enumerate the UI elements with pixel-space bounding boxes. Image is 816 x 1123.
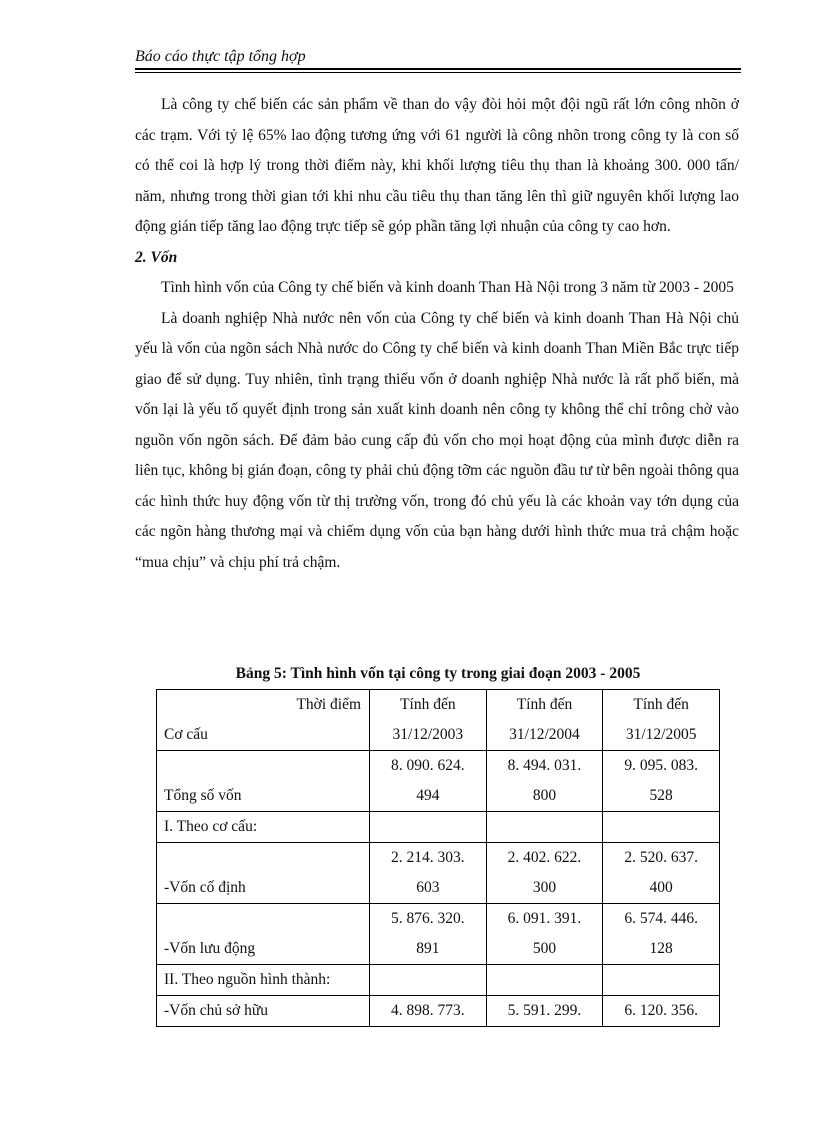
value-cell	[370, 751, 487, 812]
section-heading-capital: 2. Vốn	[135, 248, 178, 266]
value-part-2: 500	[532, 940, 557, 957]
value-cell	[486, 996, 603, 1027]
document-body	[135, 90, 739, 578]
table-row-fixed-capital	[157, 843, 720, 904]
header-date: 31/12/2005	[625, 726, 697, 743]
value-part-1: 4. 898. 773.	[391, 1002, 465, 1019]
capital-table	[156, 689, 720, 1027]
corner-cell	[157, 690, 370, 751]
value-cell	[486, 751, 603, 812]
value-part-1: 9. 095. 083.	[624, 757, 698, 774]
value-part-1: 5. 876. 320.	[391, 910, 465, 927]
value-part-2: 494	[416, 787, 440, 804]
table-row-equity	[157, 996, 720, 1027]
value-cell	[486, 904, 603, 965]
paragraph-capital-intro: Tình hình vốn của Công ty chế biến và kinh doanh Than Hà Nội trong 3 năm từ 2003 - 2005	[161, 279, 734, 296]
table-header-row	[157, 690, 720, 751]
row-label: -Vốn cố định	[164, 879, 246, 896]
row-label-cell	[157, 965, 370, 996]
paragraph-capital-detail: Là doanh nghiệp Nhà nước nên vốn của Công ty chế biến và kinh doanh Than Hà Nội chủ yếu là vốn của ngõn sách Nhà nước do Công ty chế biến và kinh doanh Than Miền Bắc trực tiếp giao để sử dụng. Tuy nhiên, tình trạng thiếu vốn ở doanh nghiệp Nhà nước là rất phổ biến, mà vốn lại là yếu tố quyết định trong sản xuất kinh doanh nên công ty không thể chỉ trông chờ vào nguồn vốn ngõn sách. Để đảm bảo cung cấp đủ vốn cho mọi hoạt động của mình được diễn ra liên tục, không bị gián đoạn, công ty phải chủ động tỡm các nguồn đầu tư từ bên ngoài thông qua các hình thức huy động vốn từ thị trường vốn, trong đó chủ yếu là các khoản vay tớn dụng của các ngõn hàng thương mại và chiếm dụng vốn của bạn hàng dưới hình thức mua trả chậm hoặc “mua chịu” và chịu phí trả chậm.	[135, 309, 739, 571]
header-prefix: Tính đến	[516, 696, 573, 713]
value-cell	[370, 843, 487, 904]
value-part-2: 400	[649, 879, 673, 896]
empty-cell	[370, 812, 487, 843]
value-part-2: 300	[532, 879, 557, 896]
empty-cell	[486, 965, 603, 996]
value-part-2: 800	[532, 787, 557, 804]
table-row-working-capital	[157, 904, 720, 965]
corner-top-label: Thời điểm	[296, 696, 362, 713]
row-label-cell	[157, 904, 370, 965]
table-row-by-structure	[157, 812, 720, 843]
header-prefix: Tính đến	[400, 696, 456, 713]
header-cell-2004	[486, 690, 603, 751]
value-part-1: 6. 120. 356.	[624, 1002, 698, 1019]
corner-bottom-label: Cơ cấu	[164, 726, 208, 743]
row-label-cell	[157, 812, 370, 843]
value-cell	[603, 996, 720, 1027]
header-prefix: Tính đến	[633, 696, 689, 713]
value-part-2: 128	[649, 940, 673, 957]
row-label: I. Theo cơ cấu:	[164, 818, 258, 835]
table-caption: Bảng 5: Tình hình vốn tại công ty trong giai đoạn 2003 - 2005	[235, 665, 641, 682]
value-part-2: 891	[416, 940, 440, 957]
header-date: 31/12/2004	[509, 726, 580, 743]
value-cell	[370, 904, 487, 965]
header-rule-thin	[135, 72, 741, 73]
header-cell-2003	[370, 690, 487, 751]
row-label-cell	[157, 751, 370, 812]
value-part-1: 2. 214. 303.	[391, 849, 465, 866]
header-date: 31/12/2003	[392, 726, 464, 743]
value-part-1: 2. 402. 622.	[507, 849, 582, 866]
value-part-1: 2. 520. 637.	[624, 849, 698, 866]
row-label: -Vốn lưu động	[164, 940, 256, 957]
empty-cell	[370, 965, 487, 996]
table-row-total	[157, 751, 720, 812]
row-label-cell	[157, 996, 370, 1027]
value-cell	[603, 843, 720, 904]
paragraph-workforce: Là công ty chế biến các sản phẩm về than do vậy đòi hỏi một đội ngũ rất lớn công nhõn ở các trạm. Với tỷ lệ 65% lao động tương ứng với 61 người là công nhõn trong công ty là con số có thể coi là hợp lý trong thời điểm này, khi khối lượng tiêu thụ than là khoảng 300. 000 tấn/ năm, nhưng trong thời gian tới khi nhu cầu tiêu thụ than tăng lên thì giữ nguyên khối lượng lao động gián tiếp tăng lao động trực tiếp sẽ góp phần tăng lợi nhuận của công ty cao hơn.	[135, 96, 739, 235]
value-part-1: 6. 574. 446.	[624, 910, 698, 927]
value-cell	[603, 751, 720, 812]
page-header: Báo cáo thực tập tổng hợp	[135, 48, 306, 65]
header-cell-2005	[603, 690, 720, 751]
empty-cell	[486, 812, 603, 843]
value-part-2: 528	[649, 787, 673, 804]
empty-cell	[603, 812, 720, 843]
value-part-1: 5. 591. 299.	[507, 1002, 582, 1019]
value-part-1: 6. 091. 391.	[507, 910, 582, 927]
empty-cell	[603, 965, 720, 996]
table-row-by-source	[157, 965, 720, 996]
row-label: II. Theo nguồn hình thành:	[164, 971, 331, 988]
value-cell	[486, 843, 603, 904]
header-rule-thick	[135, 68, 741, 70]
value-cell	[603, 904, 720, 965]
value-part-2: 603	[416, 879, 440, 896]
row-label-cell	[157, 843, 370, 904]
row-label: Tổng số vốn	[164, 787, 242, 804]
value-cell	[370, 996, 487, 1027]
row-label: -Vốn chủ sở hữu	[164, 1002, 268, 1019]
value-part-1: 8. 090. 624.	[391, 757, 465, 774]
value-part-1: 8. 494. 031.	[507, 757, 582, 774]
